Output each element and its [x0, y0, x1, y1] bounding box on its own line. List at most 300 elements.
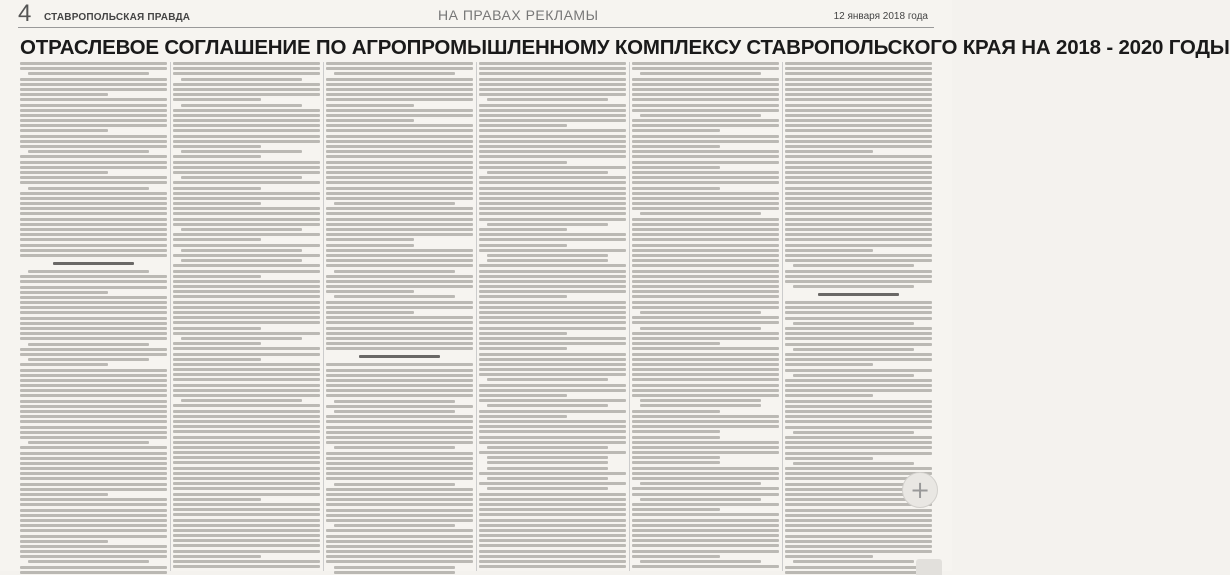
text-line [173, 192, 320, 195]
text-line [326, 275, 473, 278]
issue-date: 12 января 2018 года [833, 11, 928, 22]
text-line [173, 290, 320, 293]
text-line [20, 280, 167, 283]
text-line [632, 436, 720, 439]
text-line [173, 529, 320, 532]
text-line [487, 477, 608, 480]
text-line [479, 420, 626, 423]
text-line [479, 161, 567, 164]
text-line [632, 373, 779, 376]
article-body [20, 62, 932, 571]
text-line [632, 461, 720, 464]
text-line [479, 306, 626, 309]
text-line [487, 223, 608, 226]
text-line [20, 238, 167, 241]
text-line [173, 327, 261, 330]
text-line [632, 394, 779, 397]
text-line [326, 332, 473, 335]
text-line [479, 83, 626, 86]
column-divider [629, 62, 630, 571]
text-line [479, 321, 626, 324]
plus-icon: + [909, 476, 931, 504]
text-line [785, 415, 932, 418]
section-label: НА ПРАВАХ РЕКЛАМЫ [438, 7, 599, 23]
text-line [326, 150, 473, 153]
text-line [479, 389, 626, 392]
text-line [632, 176, 779, 179]
text-line [326, 405, 473, 408]
text-line [785, 452, 932, 455]
text-line [173, 353, 320, 356]
text-line [326, 171, 473, 174]
text-line [326, 306, 473, 309]
text-line [479, 155, 626, 158]
text-line [20, 550, 167, 553]
text-line [632, 280, 779, 283]
text-line [326, 212, 473, 215]
text-line [181, 150, 302, 153]
text-line [632, 384, 779, 387]
text-line [479, 363, 626, 366]
text-line [785, 337, 932, 340]
text-line [20, 109, 167, 112]
text-line [785, 67, 932, 70]
text-line [785, 192, 932, 195]
text-line [487, 98, 608, 101]
text-line [479, 472, 626, 475]
text-line [173, 202, 261, 205]
text-line [326, 493, 473, 496]
page-number: 4 [18, 0, 32, 27]
text-line [785, 306, 932, 309]
text-line [326, 472, 473, 475]
text-line [479, 140, 626, 143]
text-line [632, 98, 779, 101]
column-divider [323, 62, 324, 571]
text-line [173, 430, 320, 433]
text-line [479, 539, 626, 542]
text-line [785, 244, 932, 247]
text-line [173, 482, 320, 485]
text-line [632, 529, 779, 532]
text-line [785, 529, 932, 532]
text-line [785, 197, 932, 200]
text-line [20, 67, 167, 70]
text-line [793, 264, 914, 267]
text-line [785, 540, 932, 543]
text-line [479, 62, 626, 65]
text-line [20, 119, 167, 122]
text-line [632, 503, 779, 506]
text-line [334, 524, 455, 527]
text-line [20, 571, 167, 574]
text-line [326, 467, 473, 470]
text-line [181, 228, 302, 231]
text-line [785, 379, 932, 382]
text-line [20, 166, 167, 169]
text-line [487, 378, 608, 381]
text-line [28, 187, 149, 190]
text-line [785, 83, 932, 86]
text-line [20, 498, 167, 501]
text-line [785, 394, 873, 397]
text-line [632, 129, 720, 132]
text-line [632, 145, 720, 148]
text-line [640, 212, 761, 215]
text-line [28, 560, 149, 563]
text-line [326, 254, 473, 257]
text-line [632, 249, 779, 252]
text-line [173, 498, 261, 501]
text-line [632, 306, 779, 309]
text-line [326, 535, 473, 538]
text-line [326, 384, 473, 387]
text-line [28, 441, 149, 444]
text-line [632, 223, 779, 226]
text-line [479, 249, 626, 252]
text-line [632, 124, 779, 127]
text-line [20, 384, 167, 387]
text-line [632, 487, 779, 490]
text-line [785, 389, 932, 392]
text-line [785, 187, 932, 190]
text-line [785, 280, 932, 283]
text-line [632, 451, 779, 454]
text-line [173, 321, 320, 324]
text-line [785, 93, 932, 96]
text-line [173, 508, 320, 511]
text-line [173, 155, 261, 158]
text-line [326, 259, 473, 262]
text-line [326, 555, 473, 558]
zoom-in-button[interactable] [902, 472, 938, 508]
text-line [326, 155, 473, 158]
text-line [640, 327, 761, 330]
text-line [793, 285, 914, 288]
text-line [326, 477, 473, 480]
text-line [173, 513, 320, 516]
text-line [479, 327, 626, 330]
text-line [785, 104, 932, 107]
text-line [20, 483, 167, 486]
text-line [632, 477, 779, 480]
text-line [173, 565, 320, 568]
text-line [28, 358, 149, 361]
text-line [20, 228, 167, 231]
text-line [785, 317, 932, 320]
text-line [173, 477, 320, 480]
text-line [632, 539, 779, 542]
text-line [326, 238, 414, 241]
text-line [326, 290, 414, 293]
text-line [632, 456, 720, 459]
text-line [479, 212, 626, 215]
text-line [785, 410, 932, 413]
text-line [173, 119, 320, 122]
text-line [632, 192, 779, 195]
text-line [20, 394, 167, 397]
text-line [479, 415, 567, 418]
text-line [326, 192, 473, 195]
text-line [173, 539, 320, 542]
section-heading [53, 262, 134, 265]
text-line [479, 280, 626, 283]
text-line [479, 529, 626, 532]
page-header [18, 0, 934, 27]
text-line [20, 426, 167, 429]
text-line [173, 363, 320, 366]
text-line [479, 233, 626, 236]
text-line [632, 519, 779, 522]
text-line [173, 124, 320, 127]
text-line [785, 181, 932, 184]
text-line [785, 249, 873, 252]
text-line [326, 83, 473, 86]
text-line [326, 176, 473, 179]
text-line [632, 150, 779, 153]
text-line [785, 98, 932, 101]
header-rule [18, 27, 934, 28]
text-line [173, 93, 320, 96]
text-line [326, 457, 473, 460]
text-line [326, 441, 473, 444]
text-line [479, 244, 567, 247]
text-line [479, 560, 626, 563]
text-line [20, 348, 167, 351]
text-line [20, 223, 167, 226]
text-line [173, 441, 320, 444]
text-line [28, 343, 149, 346]
text-line [632, 415, 779, 418]
text-line [479, 114, 626, 117]
text-line [632, 544, 779, 547]
text-line [785, 566, 932, 569]
text-line [632, 441, 779, 444]
text-line [20, 249, 167, 252]
text-line [20, 129, 108, 132]
text-line [632, 83, 779, 86]
text-line [173, 524, 320, 527]
text-line [479, 218, 626, 221]
text-line [632, 363, 779, 366]
text-line [20, 301, 167, 304]
text-line [326, 462, 473, 465]
text-line [20, 415, 167, 418]
text-line [479, 264, 626, 267]
text-line [326, 374, 473, 377]
text-line [632, 550, 779, 553]
text-line [326, 363, 473, 366]
text-line [479, 176, 626, 179]
text-line [785, 384, 932, 387]
text-line [326, 207, 473, 210]
text-line [479, 72, 626, 75]
text-line [173, 114, 320, 117]
text-line [326, 342, 473, 345]
text-line [632, 430, 720, 433]
text-line [326, 119, 414, 122]
text-line [326, 114, 473, 117]
text-line [28, 72, 149, 75]
text-line [785, 150, 873, 153]
text-line [20, 202, 167, 205]
text-line [173, 254, 320, 257]
text-line [632, 238, 779, 241]
text-line [173, 295, 320, 298]
text-line [326, 488, 473, 491]
text-line [632, 207, 779, 210]
text-line [181, 399, 302, 402]
text-line [479, 119, 626, 122]
text-line [632, 140, 779, 143]
text-line [326, 98, 473, 101]
text-line [793, 348, 914, 351]
text-line [632, 67, 779, 70]
text-line [326, 280, 473, 283]
text-line [20, 135, 167, 138]
text-line [20, 389, 167, 392]
text-line [632, 78, 779, 81]
text-line [173, 62, 320, 65]
text-line [632, 493, 779, 496]
text-line [173, 83, 320, 86]
text-line [334, 483, 455, 486]
text-column [20, 62, 167, 571]
text-line [785, 441, 932, 444]
text-line [479, 187, 626, 190]
text-line [173, 98, 261, 101]
text-line [20, 405, 167, 408]
text-line [334, 270, 455, 273]
text-line [785, 176, 932, 179]
text-line [326, 93, 473, 96]
text-line [487, 487, 608, 490]
text-line [479, 441, 626, 444]
column-divider [476, 62, 477, 571]
text-line [487, 467, 608, 470]
text-line [326, 347, 473, 350]
text-line [479, 534, 626, 537]
text-line [326, 509, 473, 512]
text-line [640, 399, 761, 402]
text-line [326, 249, 473, 252]
text-line [785, 426, 932, 429]
text-line [785, 140, 932, 143]
text-line [785, 259, 932, 262]
text-line [479, 316, 626, 319]
text-line [632, 508, 720, 511]
text-line [334, 410, 455, 413]
text-line [173, 394, 320, 397]
text-line [326, 187, 473, 190]
text-line [20, 545, 167, 548]
text-line [20, 431, 167, 434]
text-line [632, 270, 779, 273]
text-column [326, 62, 473, 571]
text-line [479, 565, 626, 568]
text-line [632, 62, 779, 65]
text-line [632, 218, 779, 221]
text-line [326, 394, 473, 397]
text-line [479, 332, 567, 335]
text-line [640, 560, 761, 563]
text-line [173, 461, 320, 464]
text-line [326, 431, 473, 434]
text-line [20, 286, 167, 289]
text-line [479, 238, 626, 241]
text-line [479, 493, 626, 496]
text-line [479, 78, 626, 81]
text-line [173, 373, 320, 376]
text-line [479, 394, 567, 397]
text-line [20, 353, 167, 356]
text-line [334, 72, 455, 75]
text-line [632, 161, 779, 164]
text-line [632, 295, 779, 298]
text-line [326, 316, 473, 319]
text-line [479, 290, 626, 293]
text-line [785, 353, 932, 356]
text-line [479, 228, 567, 231]
text-line [173, 425, 320, 428]
text-line [20, 452, 167, 455]
scroll-tab[interactable] [916, 559, 942, 575]
text-line [334, 446, 455, 449]
text-line [785, 72, 932, 75]
text-line [173, 223, 320, 226]
text-line [173, 534, 320, 537]
text-line [20, 181, 167, 184]
text-line [632, 513, 779, 516]
text-line [785, 509, 932, 512]
text-line [479, 129, 626, 132]
text-line [487, 259, 608, 262]
text-line [326, 337, 473, 340]
paper-name: СТАВРОПОЛЬСКАЯ ПРАВДА [44, 12, 191, 23]
text-line [479, 295, 567, 298]
text-line [785, 571, 932, 574]
text-line [20, 462, 167, 465]
text-line [479, 373, 626, 376]
text-line [173, 171, 320, 174]
text-line [173, 109, 320, 112]
text-line [785, 275, 932, 278]
text-line [632, 181, 779, 184]
text-line [632, 410, 720, 413]
text-line [173, 368, 320, 371]
text-line [20, 555, 167, 558]
text-line [785, 358, 932, 361]
text-line [181, 78, 302, 81]
text-line [640, 72, 761, 75]
text-line [479, 399, 626, 402]
text-line [785, 161, 932, 164]
text-line [479, 498, 626, 501]
text-line [173, 555, 261, 558]
text-line [785, 270, 932, 273]
text-line [479, 353, 626, 356]
text-line [173, 342, 261, 345]
text-line [173, 135, 320, 138]
text-line [632, 119, 779, 122]
text-line [326, 78, 473, 81]
text-line [326, 514, 473, 517]
text-line [334, 566, 455, 569]
text-line [173, 280, 320, 283]
text-line [326, 426, 473, 429]
text-line [479, 544, 626, 547]
text-line [785, 202, 932, 205]
